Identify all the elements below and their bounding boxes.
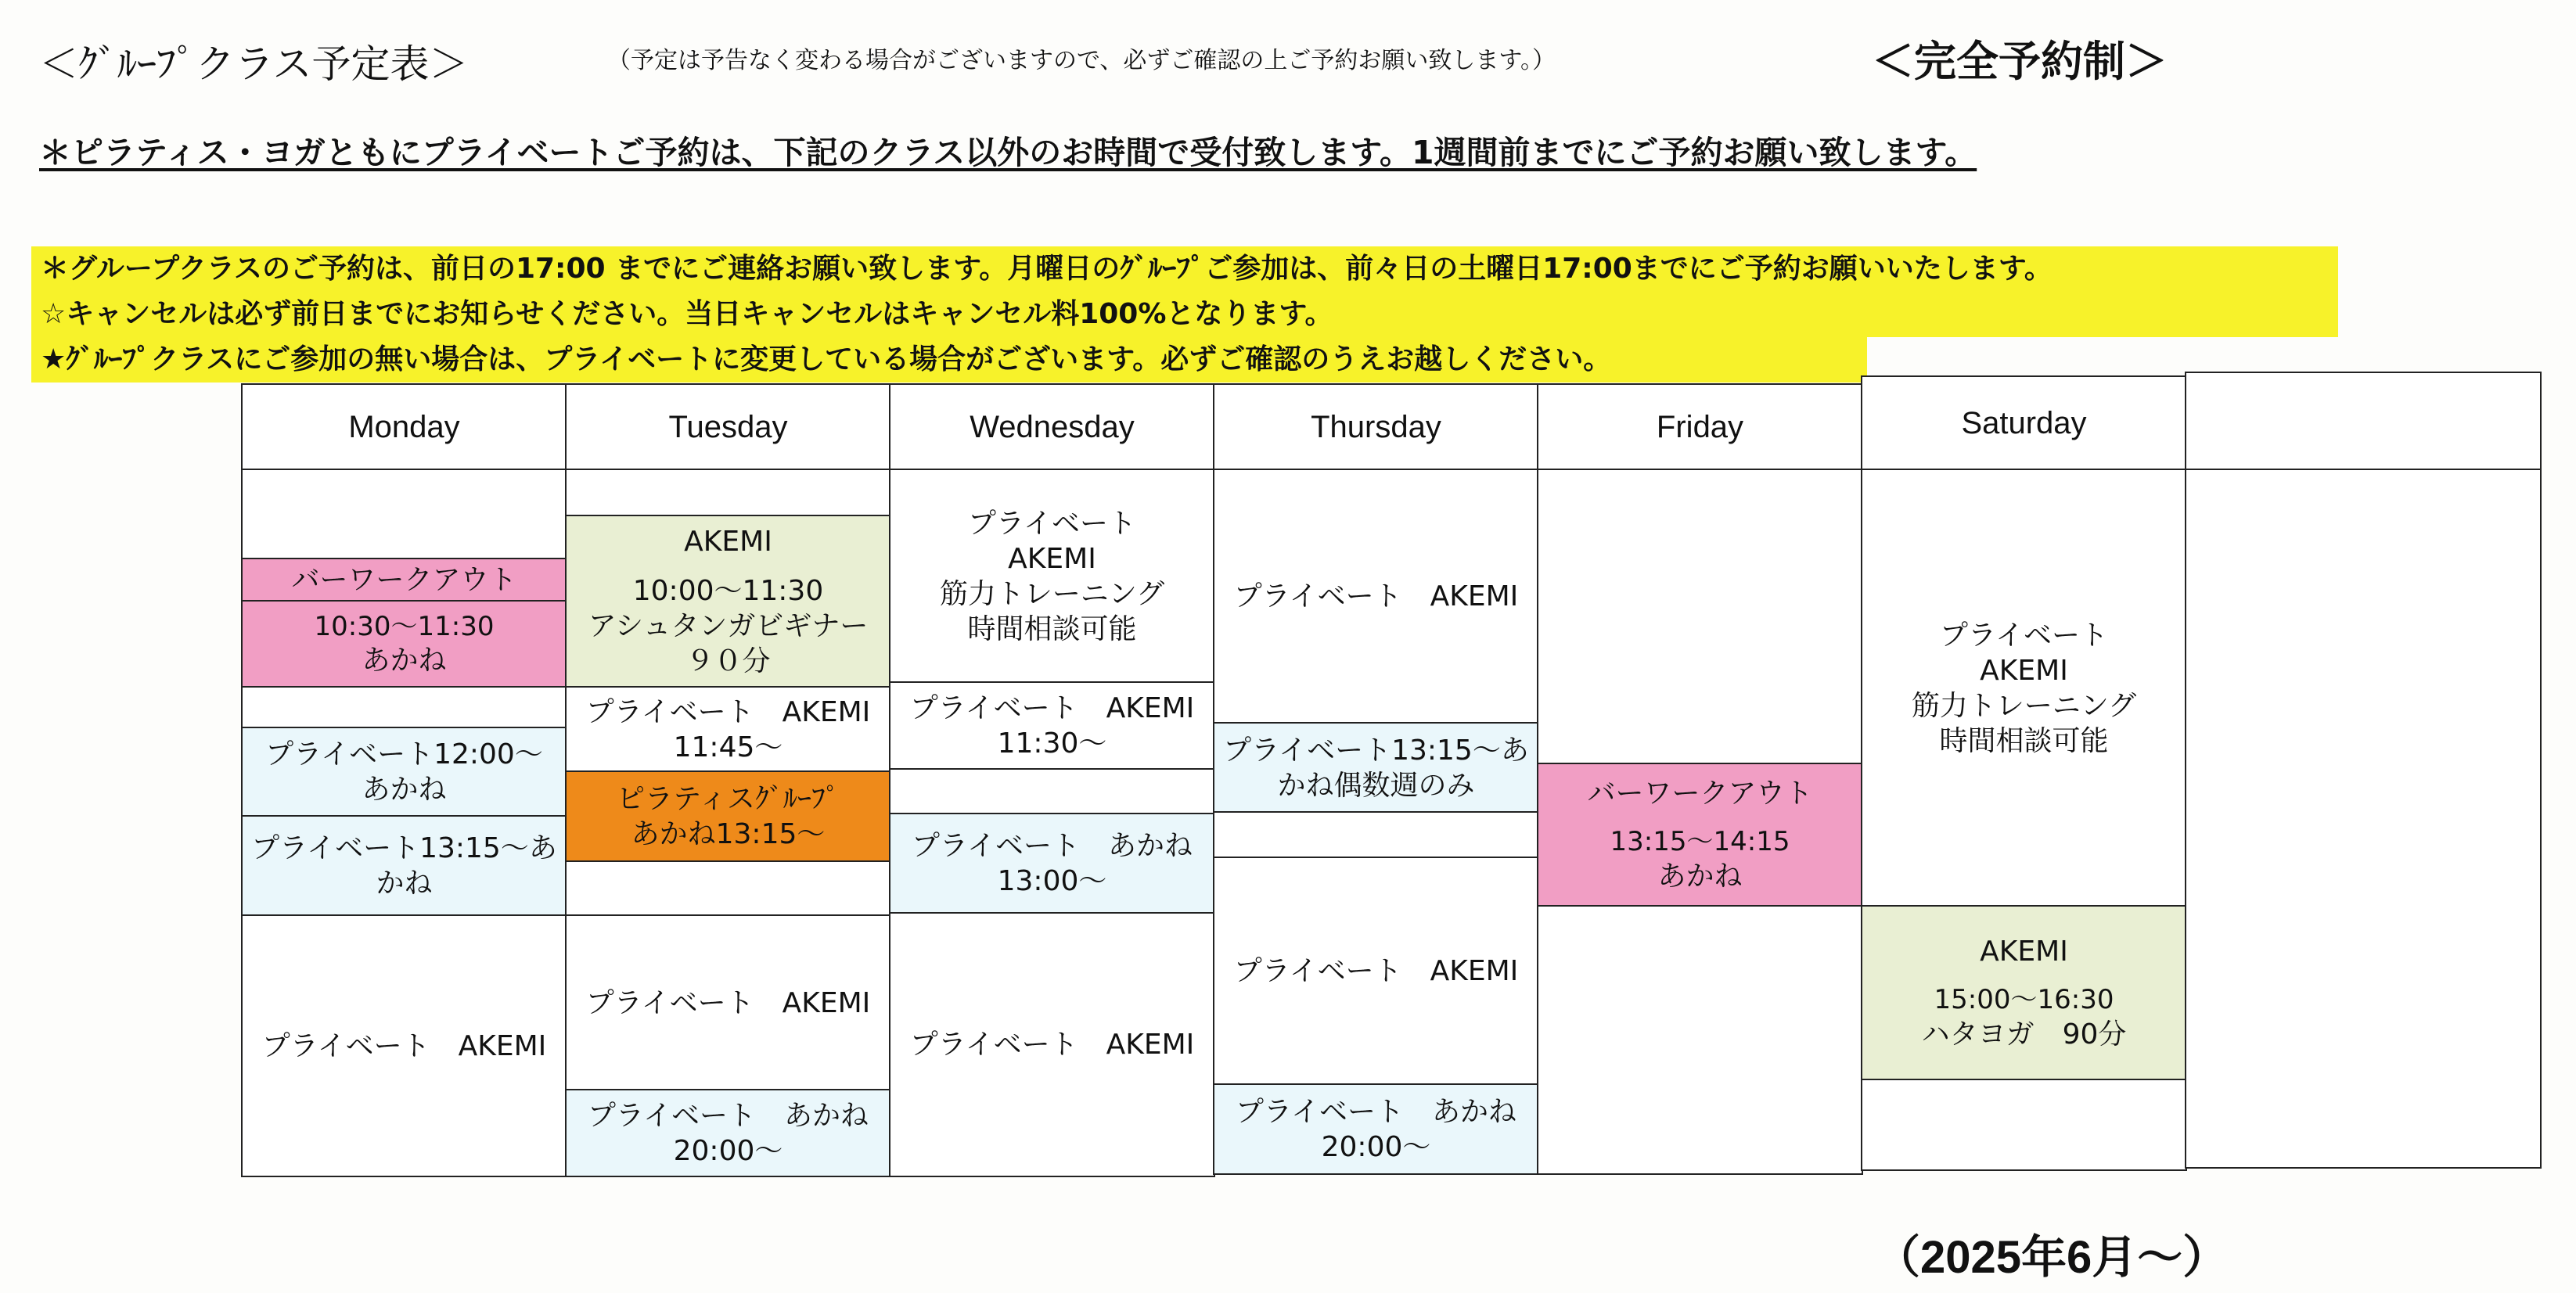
slot-text: プライベート13:15～あ (1223, 734, 1529, 767)
reservation-only-label: ＜完全予約制＞ (1872, 37, 2168, 86)
class-time: あかね13:15～ (631, 818, 826, 850)
slot-text: かね偶数週のみ (1277, 769, 1475, 802)
group-booking-notice: ＊グループクラスのご予約は、前日の17:00 までにご連絡お願い致します。月曜日のｸﾞﾙｰﾌﾟご参加は、前々日の土曜日17:00までにご予約お願いいたします。 (41, 253, 2053, 285)
wednesday-empty-slot (889, 768, 1215, 815)
monday-empty-slot (241, 469, 567, 560)
monday-private-akemi (241, 914, 567, 1177)
extra-column-empty (2185, 469, 2542, 1169)
slot-text: 13:00～ (997, 865, 1107, 897)
monday-empty-slot (241, 686, 567, 729)
day-header-saturday: Saturday (1861, 375, 2187, 471)
schedule-change-note: （予定は予告なく変わる場合がございますので、必ずご確認の上ご予約お願い致します。） (607, 47, 1556, 74)
slot-text: あかね (362, 774, 447, 806)
monday-barwork-title (241, 558, 567, 602)
day-header-friday: Friday (1537, 383, 1863, 471)
effective-date: （2025年6月～） (1875, 1232, 2229, 1283)
cancellation-notice: ☆キャンセルは必ず前日までにお知らせください。当日キャンセルはキャンセル料100%となります。 (41, 298, 1333, 330)
class-name: ハタヨガ 90分 (1921, 1018, 2127, 1051)
class-name: バーワークアウト (1587, 778, 1813, 810)
class-name: バーワークアウト (291, 564, 517, 596)
slot-text: かね (376, 867, 433, 900)
wednesday-private-training (889, 469, 1215, 684)
slot-text: プライベート (1940, 619, 2108, 652)
slot-text: 時間相談可能 (967, 612, 1137, 645)
wednesday-private-akemi-1130 (889, 681, 1215, 770)
slot-text: プライベート (968, 507, 1136, 540)
tuesday-empty-slot (565, 860, 891, 917)
instructor: AKEMI (1980, 654, 2068, 687)
thursday-private-akemi-pm (1213, 857, 1539, 1086)
slot-text: プライベート AKEMI (585, 986, 871, 1019)
class-time: 10:00～11:30 (632, 575, 824, 607)
private-booking-note: ＊ピラティス・ヨガともにプライベートご予約は、下記のクラス以外のお時間で受付致します。1週間前までにご予約お願い致します。 (39, 134, 1977, 171)
class-name: アシュタンガビギナー (588, 610, 869, 642)
slot-text: プライベート AKEMI (909, 692, 1195, 724)
thursday-private-akemi-am (1213, 469, 1539, 724)
saturday-private-training (1861, 469, 2187, 907)
saturday-empty-slot (1861, 1079, 2187, 1171)
slot-text: 時間相談可能 (1939, 724, 2109, 757)
thursday-empty-slot (1213, 811, 1539, 859)
schedule-title: ＜ｸﾞﾙｰﾌﾟクラス予定表＞ (39, 41, 469, 87)
no-participant-notice: ★ｸﾞﾙｰﾌﾟクラスにご参加の無い場合は、プライベートに変更している場合がございます。必ずご確認のうえお越しください。 (41, 343, 1612, 375)
slot-text: プライベート12:00～ (265, 738, 543, 770)
tuesday-private-akemi-1145 (565, 686, 891, 773)
slot-text: プライベート あかね (912, 830, 1193, 862)
day-header-wednesday: Wednesday (889, 383, 1215, 471)
thursday-private-1315 (1213, 722, 1539, 814)
friday-empty-slot (1537, 469, 1863, 765)
slot-text: プライベート13:15～あ (251, 832, 557, 864)
wednesday-private-akemi-evening (889, 912, 1215, 1177)
day-header-thursday: Thursday (1213, 383, 1539, 471)
slot-text: 20:00～ (673, 1134, 783, 1167)
slot-text: プライベート AKEMI (585, 695, 871, 728)
tuesday-private-akemi-evening (565, 914, 891, 1091)
instructor: あかね (1657, 860, 1743, 893)
monday-private-1200 (241, 727, 567, 817)
slot-text: 11:30～ (997, 727, 1107, 760)
slot-text: プライベート AKEMI (1233, 580, 1519, 612)
class-time: 13:15～14:15 (1610, 826, 1790, 858)
monday-private-1315 (241, 815, 567, 917)
slot-text: 20:00～ (1321, 1130, 1431, 1163)
slot-text: 筋力トレーニング (1911, 689, 2137, 722)
day-header-tuesday: Tuesday (565, 383, 891, 471)
instructor: AKEMI (1980, 936, 2068, 968)
day-header-monday: Monday (241, 383, 567, 471)
thursday-private-akane-2000 (1213, 1083, 1539, 1175)
slot-text: プライベート あかね (1236, 1095, 1516, 1128)
tuesday-pilates-group (565, 770, 891, 863)
slot-text: 11:45～ (673, 731, 783, 763)
instructor: AKEMI (1008, 542, 1096, 575)
monday-barwork-detail (241, 600, 567, 688)
slot-text: プライベート AKEMI (909, 1029, 1195, 1061)
instructor: AKEMI (684, 526, 772, 558)
slot-text: プライベート あかね (588, 1099, 869, 1132)
tuesday-private-akane-2000 (565, 1089, 891, 1177)
slot-text: プライベート AKEMI (1233, 955, 1519, 987)
slot-text: 筋力トレーニング (939, 577, 1165, 610)
slot-text: プライベート AKEMI (261, 1029, 547, 1062)
class-time: 10:30～11:30 (314, 610, 495, 642)
instructor: あかね (362, 645, 447, 677)
class-time: 15:00～16:30 (1934, 984, 2114, 1016)
tuesday-empty-slot (565, 469, 891, 517)
class-name: ピラティスｸﾞﾙｰﾌﾟ (616, 783, 840, 815)
tuesday-ashtanga-class (565, 515, 891, 688)
class-duration: ９０分 (685, 645, 771, 677)
wednesday-private-akane-1300 (889, 813, 1215, 914)
friday-empty-slot (1537, 905, 1863, 1175)
saturday-hatha-yoga-class (1861, 905, 2187, 1081)
day-header-extra (2185, 372, 2542, 471)
friday-barwork-class (1537, 763, 1863, 907)
